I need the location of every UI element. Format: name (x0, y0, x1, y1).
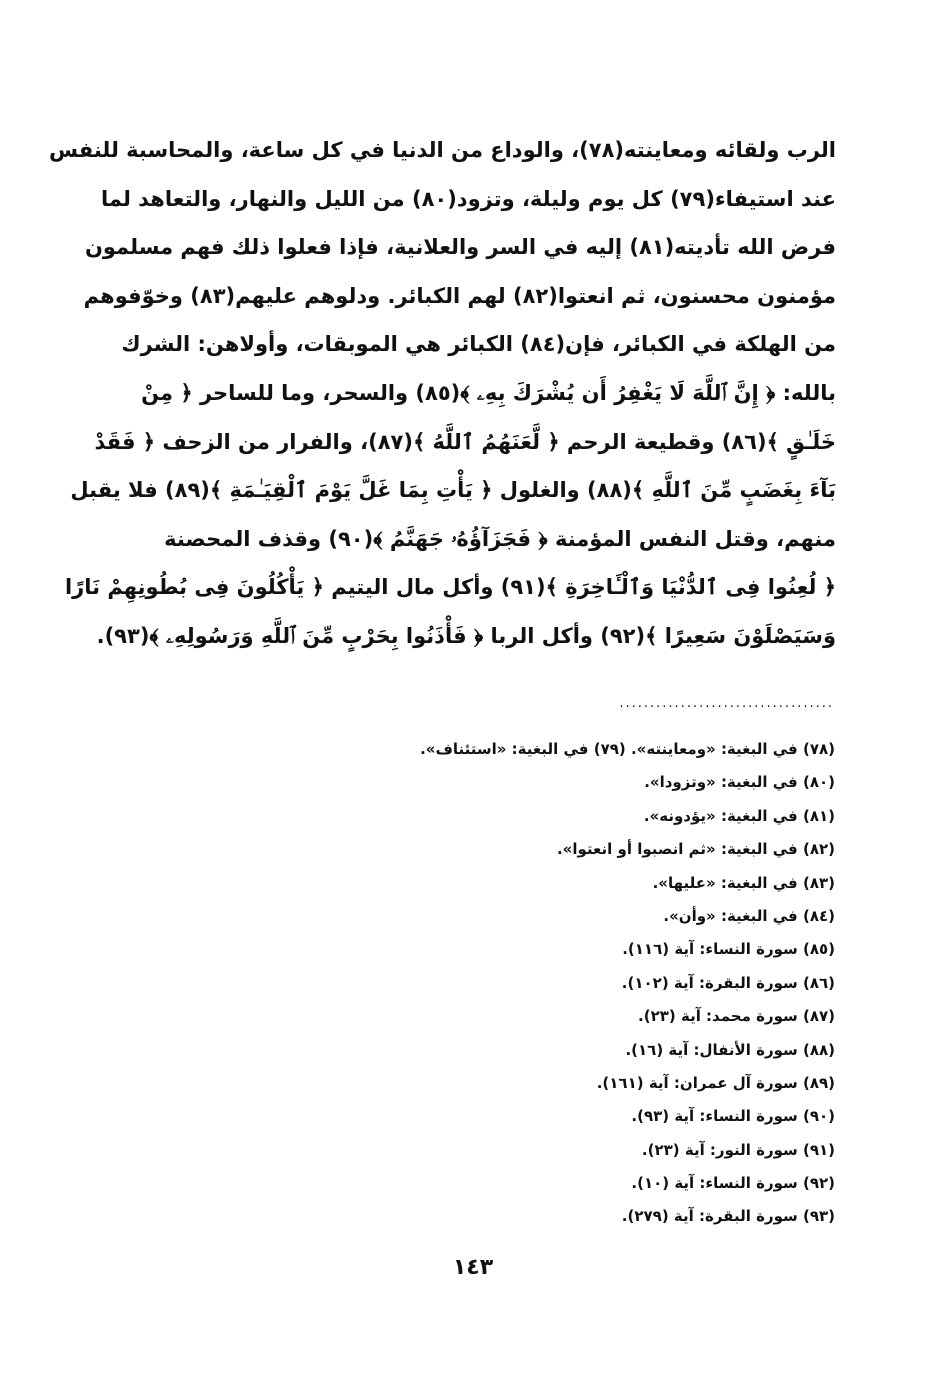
main-text-line: عند استيفاء(٧٩) كل يوم وليلة، وتزود(٨٠) من الليل والنهار، والتعاهد لما (101, 186, 836, 211)
main-text-line: بَآءَ بِغَضَبٍ مِّنَ ٱللَّهِ ﴾(٨٨) والغلول ﴿ يَأْتِ بِمَا غَلَّ يَوْمَ ٱلْقِيَـٰمَةِ ﴾(٨٩) فلا يقبل (70, 478, 836, 503)
main-text-line: من الهلكة في الكبائر، فإن(٨٤) الكبائر هي الموبقات، وأولاهن: الشرك (121, 332, 836, 357)
footnote: (٩٢) سورة النساء: آية (١٠). (631, 1174, 835, 1193)
main-text-line: الرب ولقائه ومعاينته(٧٨)، والوداع من الدنيا في كل ساعة، والمحاسبة للنفس (49, 138, 836, 162)
footnote-separator: ................................... (619, 696, 834, 711)
main-text-line: ﴿ لُعِنُوا فِى ٱلدُّنْيَا وَٱلْـَٔاخِرَةِ ﴾(٩١) وأكل مال اليتيم ﴿ يَأْكُلُونَ فِى بُطُونِهِمْ نَارًا (64, 575, 836, 600)
main-text-line: خَلَـٰقٍ ﴾(٨٦) وقطيعة الرحم ﴿ لَّعَنَهُمُ ٱللَّهُ ﴾(٨٧)، والفرار من الزحف ﴿ فَقَدْ (94, 429, 836, 454)
footnote: (٨٤) في البغية: «وأن». (663, 906, 835, 925)
page-number: ١٤٣ (452, 1255, 494, 1280)
main-text-line: وَسَيَصْلَوْنَ سَعِيرًا ﴾(٩٢) وأكل الربا ﴿ فَأْذَنُوا بِحَرْبٍ مِّنَ ٱللَّهِ وَرَسُولِهِۦ ﴾(٩٣). (96, 623, 836, 648)
footnote: (٨٣) في البغية: «عليها». (652, 873, 835, 892)
footnote: (٨٧) سورة محمد: آية (٢٣). (638, 1007, 835, 1026)
footnote: (٨٥) سورة النساء: آية (١١٦). (622, 940, 835, 959)
footnote: (٨٩) سورة آل عمران: آية (١٦١). (596, 1073, 835, 1092)
footnote: (٨٨) سورة الأنفال: آية (١٦). (625, 1040, 835, 1059)
footnotes-list (355, 733, 835, 1234)
footnote: (٨٢) في البغية: «ثم انصبوا أو انعتوا». (556, 840, 835, 859)
main-text-line: مؤمنون محسنون، ثم انعتوا(٨٢) لهم الكبائر. ودلوهم عليهم(٨٣) وخوّفوهم (83, 283, 836, 308)
main-text-line: منهم، وقتل النفس المؤمنة ﴿ فَجَزَآؤُهُۥ جَهَنَّمُ ﴾(٩٠) وقذف المحصنة (164, 526, 836, 551)
main-text-line: فرض الله تأديته(٨١) إليه في السر والعلانية، فإذا فعلوا ذلك فهم مسلمون (84, 235, 836, 260)
footnote: (٨٦) سورة البقرة: آية (١٠٢). (621, 973, 835, 992)
footnote: (٩٣) سورة البقرة: آية (٢٧٩). (621, 1207, 835, 1226)
main-text-line: بالله: ﴿ إِنَّ ٱللَّهَ لَا يَغْفِرُ أَن يُشْرَكَ بِهِۦ ﴾(٨٥) والسحر، وما للساحر ﴿ مِنْ (141, 380, 836, 405)
main-text-block (49, 126, 836, 661)
footnote: (٨٠) في البغية: «وتزودا». (644, 773, 835, 792)
footnote: (٩١) سورة النور: آية (٢٣). (641, 1140, 835, 1159)
footnote: (٩٠) سورة النساء: آية (٩٣). (631, 1107, 835, 1126)
footnote: (٧٨) في البغية: «ومعاينته». (٧٩) في البغية: «استئناف». (420, 740, 835, 758)
footnote: (٨١) في البغية: «يؤدونه». (643, 806, 835, 825)
